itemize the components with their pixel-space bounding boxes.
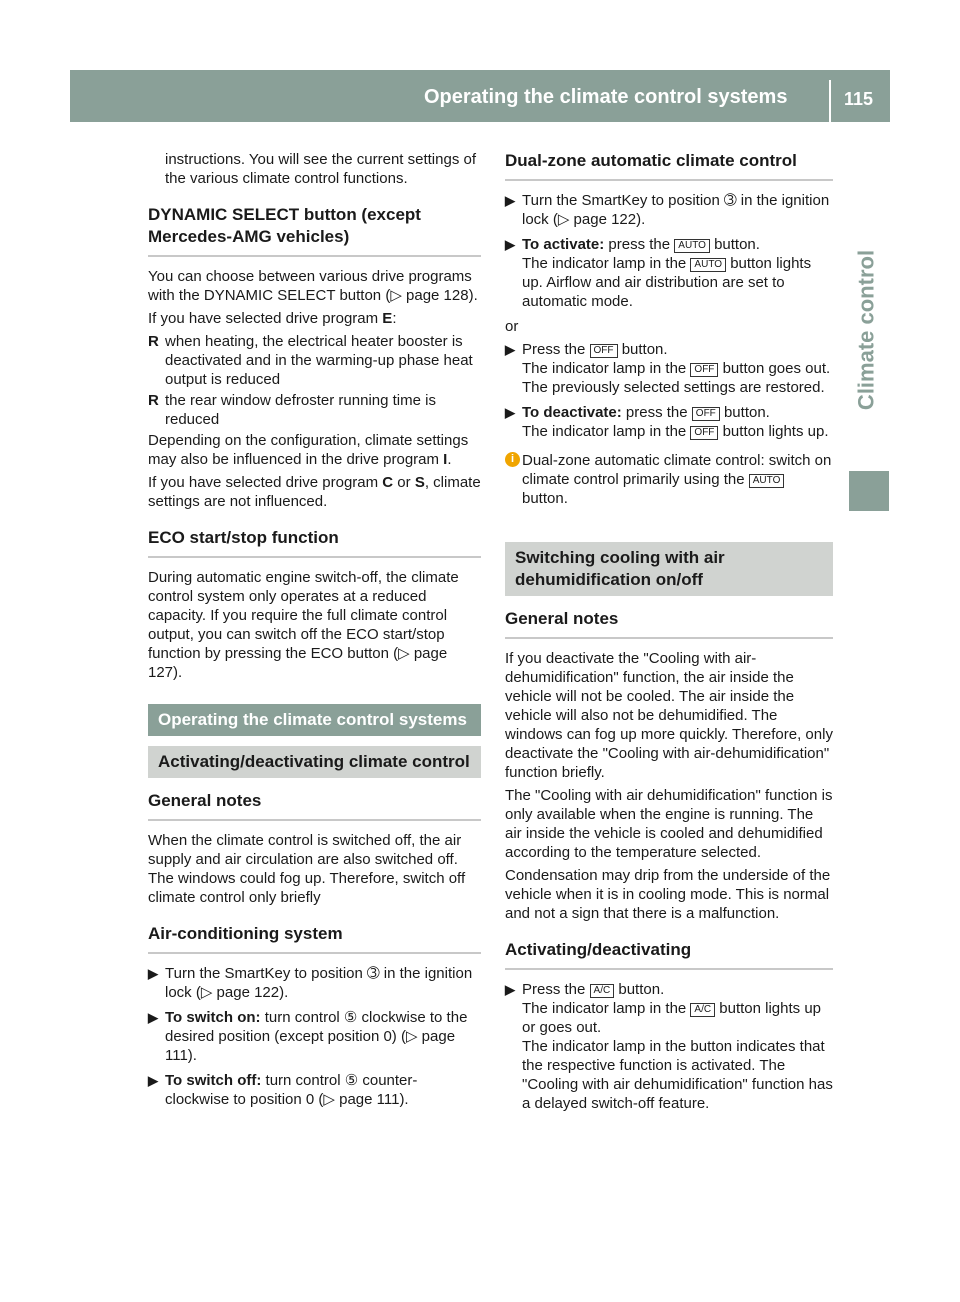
ac-button-icon: A/C: [690, 1003, 715, 1017]
dual-zone-heading: Dual-zone automatic climate control: [505, 150, 833, 181]
intro-text: instructions. You will see the current settings of the various climate control functions.: [165, 151, 477, 187]
ac-system-heading: Air-conditioning system: [148, 923, 481, 954]
off-button-icon: OFF: [590, 344, 618, 358]
section-tab-label: Climate control: [853, 249, 879, 411]
page-header-title: Operating the climate control systems: [424, 86, 788, 108]
step-item: ▶ To switch off: turn control ⑤ counter-clockwise to position 0 (▷ page 111).: [148, 1072, 418, 1108]
eco-heading: ECO start/stop function: [148, 527, 481, 558]
section-tab-marker: [849, 471, 889, 511]
section-band-cooling: Switching cooling with air dehumidification on/off: [505, 542, 833, 596]
arrow-icon: ▶: [505, 342, 515, 357]
section-band-activating: Activating/deactivating climate control: [148, 746, 481, 778]
page-number: 115: [844, 89, 874, 109]
arrow-icon: ▶: [505, 237, 515, 252]
right-column: [505, 150, 833, 1119]
auto-button-icon: AUTO: [749, 474, 785, 488]
step-item: ▶ Press the A/C button. The indicator lamp in the A/C button lights up or goes out. The indicator lamp in the button indicates that the respective function is activated. The "Cooling with air dehumidification" function has a delayed switch-off feature.: [505, 981, 833, 1112]
eco-paragraph: During automatic engine switch-off, the climate control system only operates at a reduced capacity. If you require the full climate control output, you can switch off the ECO start/stop function by pressing the ECO button (▷ page 127).: [148, 569, 459, 681]
general-notes-paragraph: When the climate control is switched off, the air supply and air circulation are also switched off. The windows could fog up. Therefore, switch off climate control only briefly: [148, 832, 466, 906]
step-item: ▶ Turn the SmartKey to position ➂ in the ignition lock (▷ page 122).: [148, 965, 473, 1001]
arrow-icon: ▶: [505, 405, 515, 420]
left-column: [148, 150, 481, 1115]
list-item: R when heating, the electrical heater booster is deactivated and in the warming-up phase heat output is reduced: [148, 333, 473, 388]
step-item: ▶ To activate: press the AUTO button. The indicator lamp in the AUTO button lights up. Airflow and air distribution are set to automatic mode.: [505, 236, 812, 310]
auto-button-icon: AUTO: [690, 258, 726, 272]
off-button-icon: OFF: [690, 363, 718, 377]
off-button-icon: OFF: [692, 407, 720, 421]
arrow-icon: ▶: [148, 1073, 158, 1088]
info-note: i Dual-zone automatic climate control: switch on climate control primarily using the AUTO button.: [505, 451, 833, 508]
general-notes-paragraph-1: If you deactivate the "Cooling with air-dehumidification" function, the air inside the vehicle will not be cooled. The air inside the vehicle will also not be dehumidified. The windows can fog up more quickly. Therefore, only deactivate the "Cooling with air-dehumidification" function briefly.: [505, 650, 833, 781]
drive-program-i-text: Depending on the configuration, climate settings may also be influenced in the drive program I.: [148, 432, 469, 468]
bullet-icon: R: [148, 333, 159, 350]
bullet-icon: R: [148, 392, 159, 409]
or-text: or: [505, 318, 519, 335]
off-button-icon: OFF: [690, 426, 718, 440]
step-item: ▶ Press the OFF button. The indicator lamp in the OFF button goes out. The previously selected settings are restored.: [505, 341, 831, 396]
step-item: ▶ To switch on: turn control ⑤ clockwise to the desired position (except position 0) (▷ page 111).: [148, 1009, 468, 1064]
dynamic-select-heading: DYNAMIC SELECT button (except Mercedes-AMG vehicles): [148, 204, 481, 257]
auto-button-icon: AUTO: [674, 239, 710, 253]
drive-program-e-text: If you have selected drive program E:: [148, 310, 397, 327]
dynamic-select-paragraph: You can choose between various drive programs with the DYNAMIC SELECT button (▷ page 128).: [148, 268, 478, 304]
step-item: ▶ To deactivate: press the OFF button. The indicator lamp in the OFF button lights up.: [505, 404, 829, 440]
info-icon: i: [505, 452, 520, 467]
general-notes-paragraph-2: The "Cooling with air dehumidification" function is only available when the engine is running. The air inside the vehicle is cooled and dehumidified according to the temperature selected.: [505, 787, 833, 861]
header-divider: [829, 80, 831, 122]
general-notes-heading-right: General notes: [505, 608, 833, 639]
ac-button-icon: A/C: [590, 984, 615, 998]
general-notes-heading: General notes: [148, 790, 481, 821]
activating-heading: Activating/deactivating: [505, 939, 833, 970]
general-notes-paragraph-3: Condensation may drip from the underside of the vehicle when it is in cooling mode. This is normal and not a sign that there is a malfunction.: [505, 867, 831, 922]
arrow-icon: ▶: [148, 1010, 158, 1025]
arrow-icon: ▶: [505, 982, 515, 997]
section-band-operating: Operating the climate control systems: [148, 704, 481, 736]
drive-program-cs-text: If you have selected drive program C or S, climate settings are not influenced.: [148, 474, 481, 510]
arrow-icon: ▶: [148, 966, 158, 981]
step-item: ▶ Turn the SmartKey to position ➂ in the ignition lock (▷ page 122).: [505, 192, 830, 228]
list-item: R the rear window defroster running time is reduced: [148, 392, 436, 428]
arrow-icon: ▶: [505, 193, 515, 208]
